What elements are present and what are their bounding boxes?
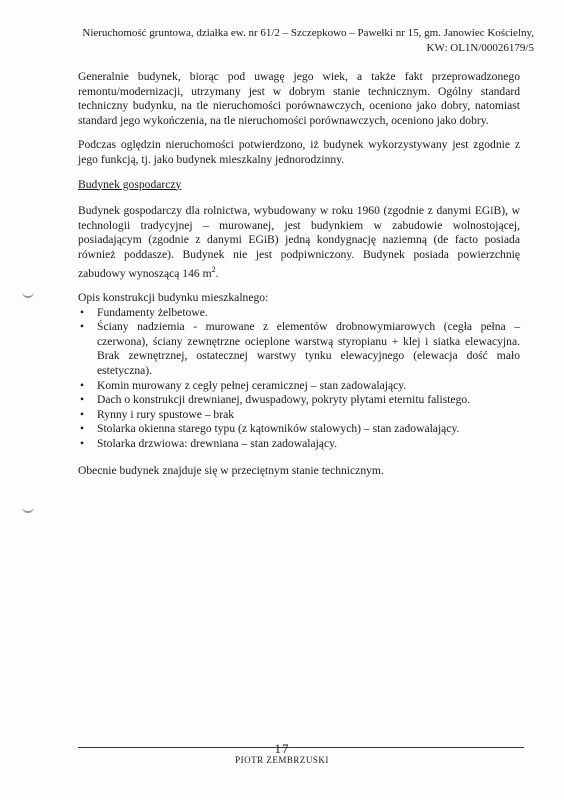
- list-item: [78, 393, 520, 408]
- section-heading: Budynek gospodarczy: [78, 177, 182, 191]
- paragraph-closing: Obecnie budynek znajduje się w przeciętnym stanie technicznym.: [78, 463, 384, 477]
- list-item: [78, 422, 520, 437]
- list-item: [78, 320, 520, 378]
- header-property-line: Nieruchomość gruntowa, działka ew. nr 61/2 – Szczepkowo – Pawełki nr 15, gm. Janowiec Kościelny,: [82, 27, 534, 39]
- bullet-icon: •: [80, 436, 85, 450]
- outbuilding-text-end: .: [215, 266, 219, 280]
- outbuilding-text: Budynek gospodarczy dla rolnictwa, wybudowany w roku 1960 (zgodnie z danymi EGiB), w technologii tradycyjnej – murowanej, jest budynkiem w zabudowie wolnostojącej, posiadającym (zgodnie z danymi EGiB) jedną kondygnację naziemną (de facto posiada również poddasze). Budynek nie jest podpiwniczony. Budynek posiada powierzchnię zabudowy wynoszącą 146 m: [78, 204, 520, 280]
- bullet-icon: •: [80, 378, 85, 392]
- list-item-text: Rynny i rury spustowe – brak: [97, 407, 235, 421]
- list-item-text: Stolarka okienna starego typu (z kątowników stalowych) – stan zadowalający.: [97, 422, 460, 436]
- construction-list: [78, 306, 520, 452]
- construction-list-intro: Opis konstrukcji budynku mieszkalnego:: [78, 290, 269, 304]
- header-land-register: KW: OL1N/00026179/5: [426, 42, 534, 54]
- list-item: [78, 306, 520, 321]
- bullet-icon: •: [80, 407, 85, 421]
- list-item: [78, 379, 520, 394]
- list-item-text: Ściany nadziemia - murowane z elementów drobnowymiarowych (cegła pełna – czerwona), ściany zewnętrzne ocieplone warstwą styropianu + klej i siatka elewacyjna. Brak zewnętrznej, ostatecznej warstwy tynku elewacyjnego (elewacja dość mało estetyczna).: [97, 320, 520, 377]
- bullet-icon: •: [80, 393, 85, 407]
- paragraph-inspection: Podczas oględzin nieruchomości potwierdzono, iż budynek wykorzystywany jest zgodnie z jego funkcją, tj. jako budynek mieszkalny jednorodzinny.: [78, 138, 520, 166]
- paragraph-condition: Generalnie budynek, biorąc pod uwagę jego wiek, a także fakt przeprowadzonego remontu/modernizacji, utrzymany jest w dobrym stanie technicznym. Ogólny standard techniczny budynku, na tle nieruchomości porównawczych, oceniono jako dobry, natomiast standard jego wykończenia, na tle nieruchomości porównawczych, oceniono jako dobry.: [78, 70, 520, 127]
- area-unit-superscript: 2: [211, 264, 216, 274]
- list-item-text: Fundamenty żelbetowe.: [97, 305, 208, 319]
- paragraph-outbuilding: [78, 204, 520, 281]
- list-item-text: Komin murowany z cegły pełnej ceramicznej – stan zadowalający.: [97, 378, 407, 392]
- list-item-text: Stolarka drzwiowa: drewniana – stan zadowalający.: [97, 436, 338, 450]
- bullet-icon: •: [80, 320, 85, 334]
- bullet-icon: •: [80, 422, 85, 436]
- page-header: [74, 26, 534, 56]
- page-number: 17: [274, 741, 290, 756]
- footer-author: PIOTR ZEMBRZUSKI: [235, 755, 329, 765]
- punch-hole-mark: [22, 505, 34, 513]
- list-item: [78, 437, 520, 452]
- document-body: [78, 70, 520, 488]
- bullet-icon: •: [80, 305, 85, 319]
- punch-hole-mark: [22, 290, 34, 298]
- list-item: [78, 408, 520, 423]
- list-item-text: Dach o konstrukcji drewnianej, dwuspadowy, pokryty płytami eternitu falistego.: [97, 393, 471, 407]
